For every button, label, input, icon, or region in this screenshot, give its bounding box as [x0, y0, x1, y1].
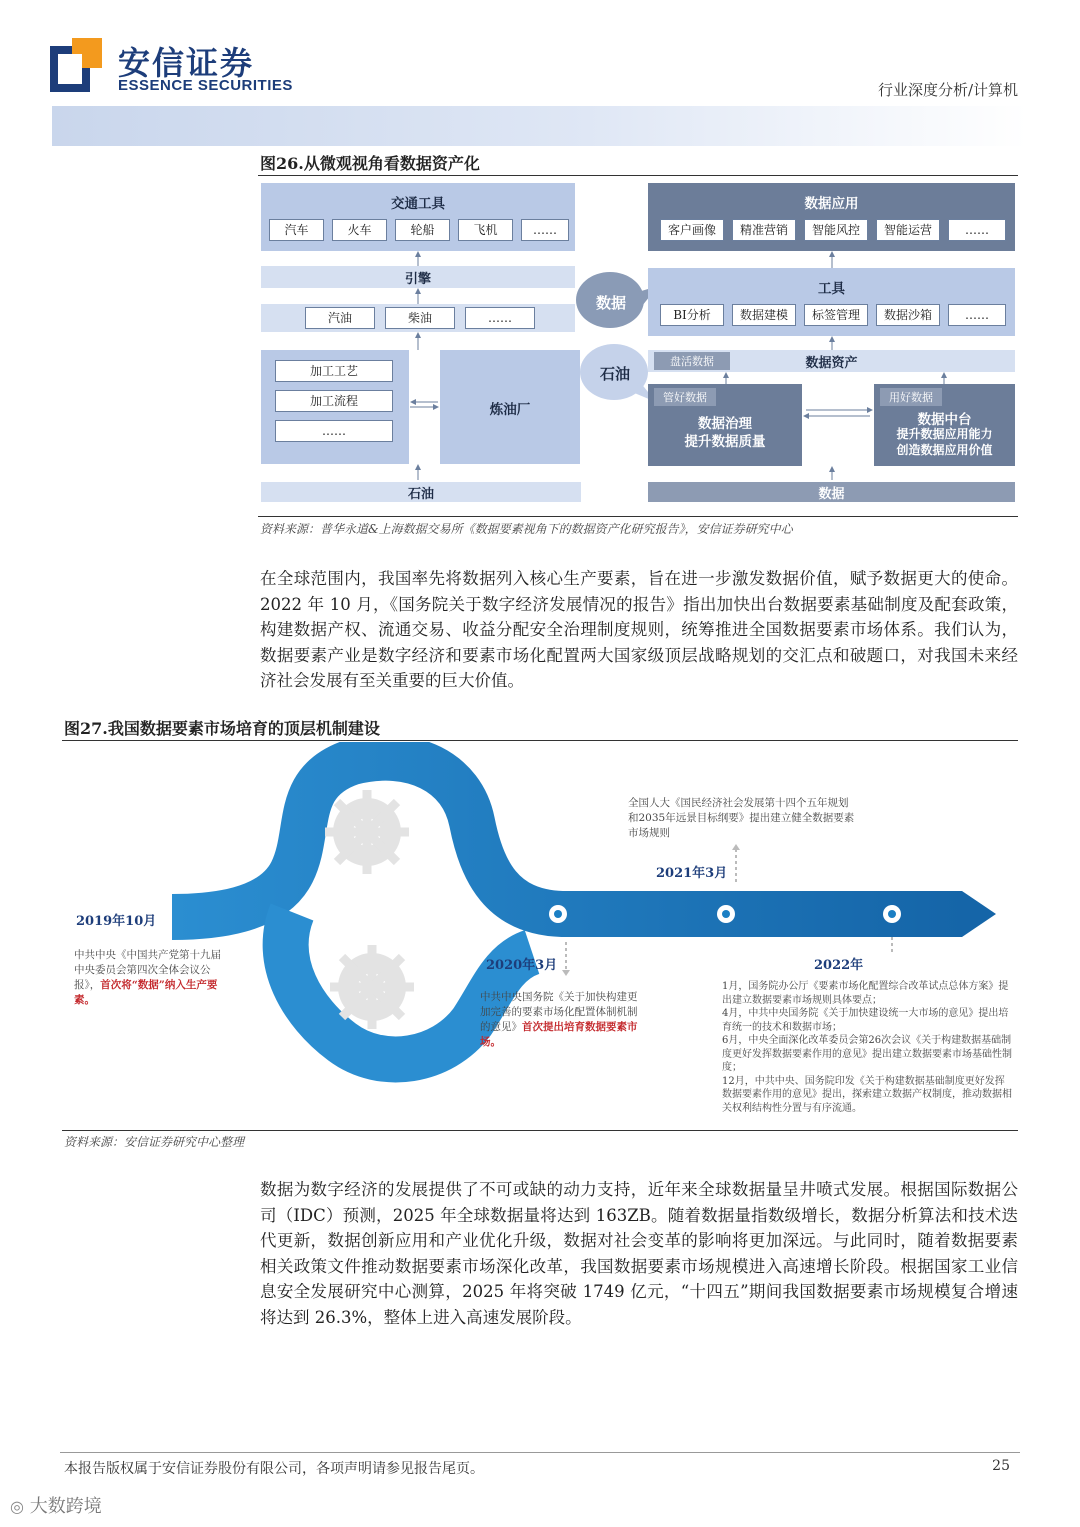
- company-name-cn: 安信证券: [118, 44, 255, 82]
- process-item: 加工工艺: [275, 360, 393, 382]
- event-2019-text: 中共中央《中国共产党第十九届中央委员会第四次全体会议公报》，: [74, 949, 221, 991]
- data-app-item: 智能运营: [876, 219, 940, 241]
- weibo-icon: ◎: [10, 1497, 24, 1516]
- transport-item: 飞机: [458, 219, 513, 241]
- figure26-title: 图26.从微观视角看数据资产化: [260, 154, 480, 173]
- tool-item: 标签管理: [804, 304, 868, 326]
- fuel-item: 柴油: [385, 307, 455, 329]
- page-number: 25: [992, 1458, 1010, 1474]
- figure26-diagram: [258, 180, 1020, 510]
- platform-sub2: 创造数据应用价值: [896, 443, 993, 457]
- tools-title: 工具: [818, 281, 845, 297]
- event-2020: [480, 990, 644, 1050]
- event-2020-highlight: 首次提出培育数据要素市场。: [480, 1021, 638, 1048]
- data-bubble-label: 数据: [595, 294, 626, 312]
- tool-item: BI分析: [660, 304, 724, 326]
- process-item: 加工流程: [275, 390, 393, 412]
- govern-tag-label: 管好数据: [663, 391, 707, 404]
- company-name-en: ESSENCE SECURITIES: [118, 77, 293, 94]
- transport-item: 轮船: [395, 219, 450, 241]
- figure27-source: 资料来源：安信证券研究中心整理: [64, 1135, 245, 1149]
- tool-item: 数据建模: [732, 304, 796, 326]
- date-2022: 2022年: [814, 958, 864, 973]
- data-bottom-label: 数据: [818, 487, 845, 502]
- copyright-notice: 本报告版权属于安信证券股份有限公司，各项声明请参见报告尾页。: [64, 1461, 484, 1477]
- event-2021: 全国人大《国民经济社会发展第十四个五年规划和2035年远景目标纲要》提出建立健全数据要素市场规则: [628, 797, 855, 839]
- data-app-item: 智能风控: [804, 219, 868, 241]
- watermark-text: 大数跨境: [29, 1496, 102, 1517]
- figure26-source: 资料来源：普华永道&上海数据交易所《数据要素视角下的数据资产化研究报告》，安信证券研究中心: [260, 522, 793, 536]
- refinery-label: 炼油厂: [489, 402, 531, 418]
- date-2019: 2019年10月: [76, 914, 157, 929]
- transport-item: ……: [521, 219, 569, 241]
- oil-bubble-label: 石油: [599, 365, 630, 383]
- company-logo-mark: [50, 38, 102, 94]
- event-2022-item: 6月，中央全面深化改革委员会第26次会议《关于构建数据基础制度更好发挥数据要素作用的意见》提出建立数据要素市场基础性制度；: [722, 1035, 1012, 1073]
- platform-sub1: 提升数据应用能力: [896, 427, 993, 441]
- govern-sub: 提升数据质量: [684, 434, 766, 450]
- tool-item: 数据沙箱: [876, 304, 940, 326]
- tool-item: ……: [948, 304, 1006, 326]
- fuel-item: 汽油: [305, 307, 375, 329]
- figure26-arrows: [258, 180, 1020, 510]
- date-2020: 2020年3月: [486, 958, 558, 973]
- footer-rule: [60, 1452, 1020, 1453]
- transport-title: 交通工具: [391, 196, 445, 212]
- asset-label: 数据资产: [805, 356, 858, 371]
- event-2022-item: 12月，中共中央、国务院印发《关于构建数据基础制度更好发挥数据要素作用的意见》提出，探索建立数据产权制度，推动数据相关权利结构性分置与有序流通。: [722, 1075, 1012, 1114]
- use-tag-label: 用好数据: [889, 391, 933, 404]
- event-2019-highlight: 首次将“数据”纳入生产要素。: [74, 979, 218, 1006]
- figure27-title: 图27.我国数据要素市场培育的顶层机制建设: [64, 719, 380, 738]
- data-app-item: ……: [948, 219, 1006, 241]
- data-app-item: 客户画像: [660, 219, 724, 241]
- body-paragraph-1: 在全球范围内，我国率先将数据列入核心生产要素，旨在进一步激发数据价值，赋予数据更大的使命。2022 年 10 月，《国务院关于数字经济发展情况的报告》指出加快出台数据要素基础制度及配套政策，构建数据产权、流通交易、收益分配安全治理制度规则，统筹推进全国数据要素市场体系。我们认为，数据要素产业是数字经济和要素市场化配置两大国家级顶层战略规划的交汇点和破题口，对我国未来经济社会发展有至关重要的巨大价值。: [260, 569, 1018, 690]
- data-app-item: 精准营销: [732, 219, 796, 241]
- watermark: [10, 1492, 102, 1518]
- event-2022-list: [722, 980, 1012, 1115]
- figure26-top-rule: [258, 175, 1018, 176]
- process-item: ……: [275, 420, 393, 442]
- fuel-item: ……: [465, 307, 535, 329]
- event-2022-item: 1月，国务院办公厅《要素市场化配置综合改革试点总体方案》提出建立数据要素市场规则具体要点；: [722, 981, 1009, 1006]
- engine-label: 引擎: [404, 272, 431, 287]
- event-2022-item: 4月，中共中央国务院《关于加快建设统一大市场的意见》提出培育统一的技术和数据市场；: [722, 1008, 1009, 1033]
- report-section-label: 行业深度分析/计算机: [877, 81, 1018, 99]
- event-2019: [74, 948, 230, 1008]
- figure26-bottom-rule: [258, 516, 1018, 517]
- data-app-title: 数据应用: [804, 196, 859, 212]
- transport-item: 汽车: [269, 219, 324, 241]
- govern-title: 数据治理: [698, 416, 752, 432]
- event-2020-text: 中共中央国务院《关于加快构建更加完善的要素市场化配置体制机制的意见》: [480, 991, 638, 1033]
- platform-title: 数据中台: [917, 412, 972, 428]
- inventory-tag-label: 盘活数据: [670, 355, 714, 368]
- date-2021: 2021年3月: [656, 866, 728, 881]
- oil-bottom-label: 石油: [407, 487, 434, 502]
- figure27-top-rule: [62, 740, 1018, 741]
- header-band: [52, 106, 1027, 146]
- body-paragraph-2: 数据为数字经济的发展提供了不可或缺的动力支持，近年来全球数据量呈井喷式发展。根据国际数据公司（IDC）预测，2025 年全球数据量将达到 163ZB。随着数据量指数级增长，数据分析算法和技术迭代更新，数据创新应用和产业优化升级，数据对社会变革的影响将更加深远。与此同时，随着数据要素相关政策文件推动数据要素市场深化改革，我国数据要素市场规模进入高速增长阶段。根据国家工业信息安全发展研究中心测算，2025 年将突破 1749 亿元，“十四五”期间我国数据要素市场规模复合增速将达到 26.3%，整体上进入高速发展阶段。: [260, 1180, 1018, 1327]
- figure27-bottom-rule: [62, 1130, 1018, 1131]
- transport-item: 火车: [332, 219, 387, 241]
